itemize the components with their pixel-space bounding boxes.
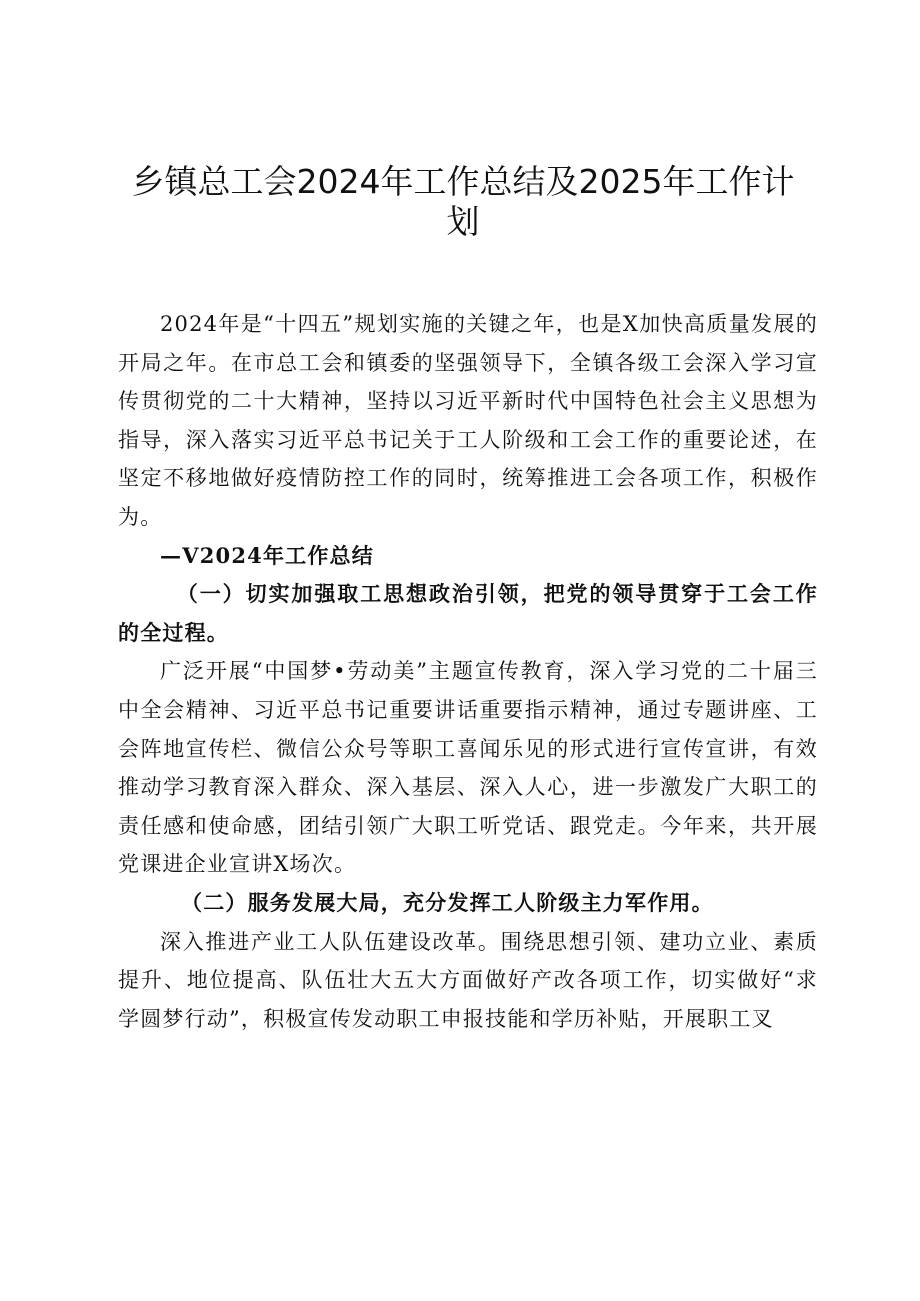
section-heading-summary: —V2024年工作总结 xyxy=(160,542,374,568)
subsection-body-2: 深入推进产业工人队伍建设改革。围绕思想引领、建功立业、素质提升、地位提高、队伍壮大五大方面做好产改各项工作，切实做好“求学圆梦行动”，积极宣传发动职工申报技能和学历补贴，开展职工叉 xyxy=(118,929,818,1031)
subsection-heading-1: （一）切实加强取工思想政治引领，把党的领导贯穿于工会工作的全过程。 xyxy=(118,581,818,645)
document-title xyxy=(118,162,808,242)
title-line-1: 乡镇总工会2024年工作总结及2025年工作计 xyxy=(131,162,795,201)
intro-paragraph: 2024年是“十四五”规划实施的关键之年，也是X加快高质量发展的开局之年。在市总工会和镇委的坚强领导下，全镇各级工会深入学习宣传贯彻党的二十大精神，坚持以习近平新时代中国特色社会主义思想为指导，深入落实习近平总书记关于工人阶级和工会工作的重要论述，在坚定不移地做好疫情防控工作的同时，统筹推进工会各项工作，积极作为。 xyxy=(118,312,818,529)
subsection-heading-2: （二）服务发展大局，充分发挥工人阶级主力军作用。 xyxy=(181,889,714,915)
document-body xyxy=(118,305,818,1038)
subsection-body-1: 广泛开展“中国梦•劳动美”主题宣传教育，深入学习党的二十届三中全会精神、习近平总书记重要讲话重要指示精神，通过专题讲座、工会阵地宣传栏、微信公众号等职工喜闻乐见的形式进行宣传宣讲，有效推动学习教育深入群众、深入基层、深入人心，进一步激发广大职工的责任感和使命感，团结引领广大职工听党话、跟党走。今年来，共开展党课进企业宣讲X场次。 xyxy=(118,659,818,877)
title-line-2: 划 xyxy=(446,202,480,241)
